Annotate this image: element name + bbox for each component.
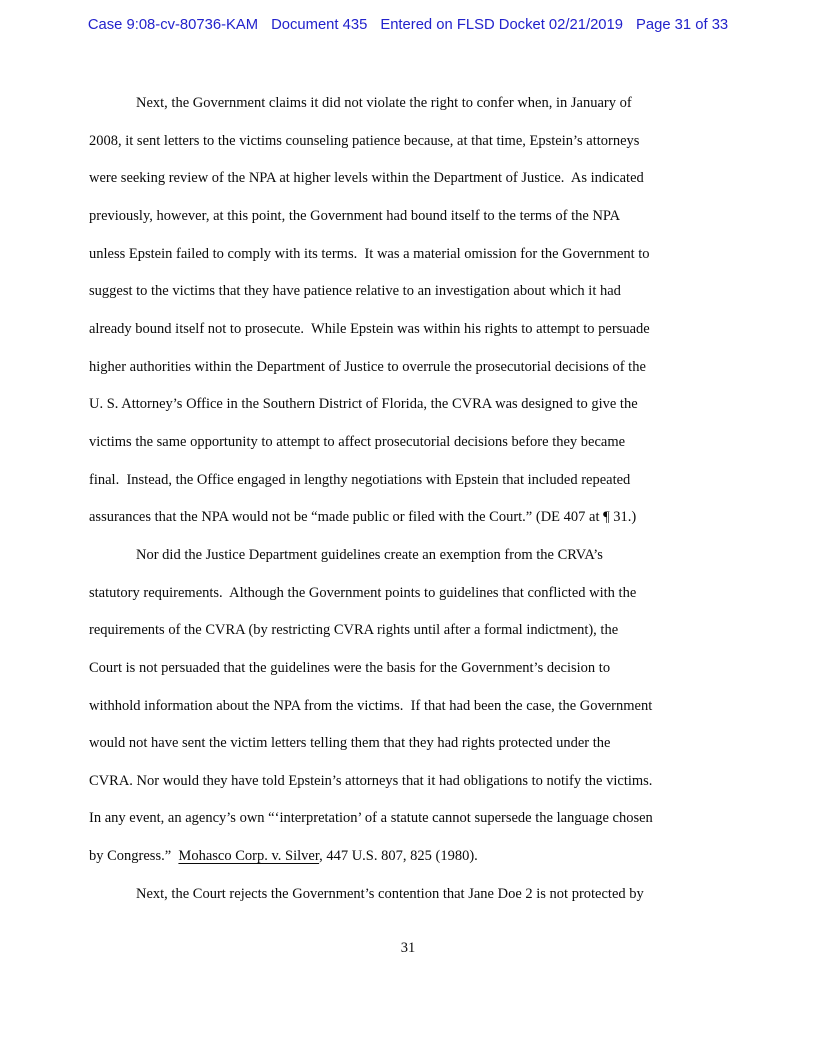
text-segment: Nor did the Justice Department guidelines create an exemption from the CRVA’s: [136, 546, 603, 563]
text-line: [89, 725, 786, 763]
text-line: [89, 499, 786, 537]
text-segment: requirements of the CVRA (by restricting CVRA rights until after a formal indictment), the: [89, 622, 619, 639]
text-segment: victims the same opportunity to attempt to affect prosecutorial decisions before they became: [89, 433, 626, 450]
text-segment: CVRA. Nor would they have told Epstein’s attorneys that it had obligations to notify the victims.: [89, 772, 653, 789]
text-line: [89, 763, 786, 801]
text-line: [89, 349, 786, 387]
docket-entry-date: Entered on FLSD Docket 02/21/2019: [380, 17, 623, 33]
text-segment: Next, the Government claims it did not violate the right to confer when, in January of: [136, 95, 632, 111]
text-line: [89, 424, 786, 462]
text-line: [89, 688, 786, 726]
paragraph: [89, 537, 786, 876]
text-line: [89, 462, 786, 500]
text-line: [89, 85, 786, 123]
text-line: [89, 537, 786, 575]
text-segment: , 447 U.S. 807, 825 (1980).: [319, 848, 478, 865]
text-line: [89, 876, 786, 914]
text-line: [89, 575, 786, 613]
text-segment: higher authorities within the Department of Justice to overrule the prosecutorial decisions of the: [89, 358, 646, 375]
text-line: [89, 838, 786, 876]
text-line: [89, 650, 786, 688]
text-segment: were seeking review of the NPA at higher levels within the Department of Justice. As indicated: [89, 170, 644, 187]
text-line: [89, 236, 786, 274]
page-number: 31: [400, 940, 416, 956]
text-line: [89, 311, 786, 349]
text-segment: unless Epstein failed to comply with its terms. It was a material omission for the Government to: [89, 245, 650, 262]
text-line: [89, 123, 786, 161]
document-body: [89, 85, 786, 913]
text-line: [89, 160, 786, 198]
text-segment: withhold information about the NPA from the victims. If that had been the case, the Government: [89, 697, 653, 714]
text-line: [89, 198, 786, 236]
text-segment: U. S. Attorney’s Office in the Southern District of Florida, the CVRA was designed to give the: [89, 396, 638, 413]
text-segment: already bound itself not to prosecute. While Epstein was within his rights to attempt to persuade: [89, 320, 650, 337]
case-number: Case 9:08-cv-80736-KAM: [87, 17, 259, 33]
text-segment: 2008, it sent letters to the victims counseling patience because, at that time, Epstein’s attorneys: [89, 132, 640, 149]
text-segment: by Congress.”: [89, 848, 179, 865]
text-line: [89, 612, 786, 650]
text-segment: Court is not persuaded that the guidelines were the basis for the Government’s decision to: [89, 659, 611, 676]
document-number: Document 435: [271, 17, 368, 33]
ecf-stamp-header: [0, 17, 816, 33]
case-citation: Mohasco Corp. v. Silver: [178, 848, 320, 865]
text-segment: previously, however, at this point, the Government had bound itself to the terms of the NPA: [89, 207, 621, 224]
text-line: [89, 386, 786, 424]
text-segment: suggest to the victims that they have patience relative to an investigation about which it had: [89, 283, 621, 300]
text-segment: Next, the Court rejects the Government’s contention that Jane Doe 2 is not protected by: [136, 885, 644, 902]
text-segment: would not have sent the victim letters telling them that they had rights protected under the: [89, 735, 611, 752]
text-line: [89, 800, 786, 838]
text-segment: In any event, an agency’s own “‘interpretation’ of a statute cannot supersede the language chosen: [89, 810, 653, 827]
text-segment: final. Instead, the Office engaged in lengthy negotiations with Epstein that included repeated: [89, 471, 631, 488]
page-info: Page 31 of 33: [636, 17, 729, 33]
paragraph: [89, 85, 786, 537]
text-segment: assurances that the NPA would not be “made public or filed with the Court.” (DE 407 at ¶ 31.): [89, 509, 637, 526]
text-segment: statutory requirements. Although the Government points to guidelines that conflicted with the: [89, 584, 637, 601]
paragraph: [89, 876, 786, 914]
text-line: [89, 273, 786, 311]
